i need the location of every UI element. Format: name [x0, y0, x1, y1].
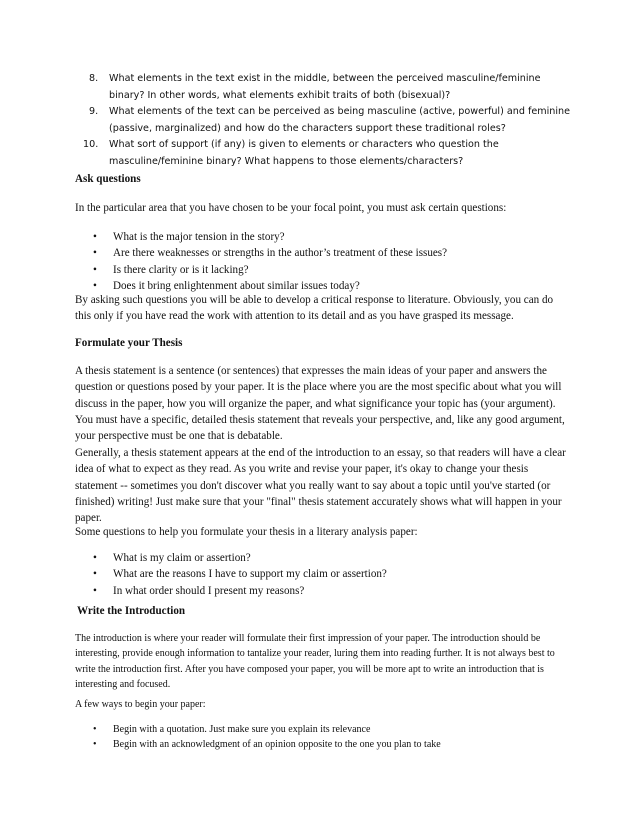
item-text: Are there weaknesses or strengths in the author’s treatment of these issues? [113, 247, 448, 260]
list-item [93, 583, 563, 599]
item-text: In what order should I present my reasons? [113, 584, 305, 597]
numbered-question-list [83, 71, 570, 171]
item-number: 8. [89, 73, 99, 84]
item-text: What elements of the text can be perceived as being masculine (active, powerful) and feminine (passive, marginalized) and how do the characters support these traditional roles? [109, 106, 570, 134]
list-item [90, 104, 570, 137]
list-item [83, 137, 570, 170]
introduction-heading: Write the Introduction [77, 605, 186, 617]
bullet-icon: • [93, 568, 97, 581]
bullet-icon: • [93, 739, 97, 751]
item-text: What elements in the text exist in the middle, between the perceived masculine/feminine binary? In other words, what elements exhibit traits of both (bisexual)? [109, 73, 541, 101]
thesis-paragraph-2: Generally, a thesis statement appears at the end of the introduction to an essay, so that readers will have a clear idea of what to expect as they read. As you write and revise your paper, it's okay to change your thesis statement -- sometimes you don't discover what you really want to say about a topic until you've started (or finished) writing! Just make sure that your "final" thesis statement accurately shows what will happen in your paper. [75, 447, 566, 525]
introduction-paragraph-1: The introduction is where your reader will formulate their first impression of your paper. The introduction should be interesting, provide enough information to tantalize your reader, luring them into reading further. It is not always best to write the introduction first. After you have composed your paper, you will be more apt to write an introduction that is interesting and focused. [75, 633, 555, 691]
bullet-icon: • [93, 279, 97, 292]
item-text: Does it bring enlightenment about similar issues today? [113, 279, 360, 292]
bullet-icon: • [93, 231, 97, 243]
bullet-icon: • [93, 247, 97, 260]
introduction-paragraph-2: A few ways to begin your paper: [75, 699, 206, 710]
list-item [93, 550, 563, 566]
list-item [93, 229, 563, 245]
list-item [93, 737, 563, 752]
thesis-paragraph-1: A thesis statement is a sentence (or sentences) that expresses the main ideas of your paper and answers the question or questions posed by your paper. It is the place where you are the most specific about what you will discuss in the paper, how you will organize the paper, and what significance your topic has (your argument). You must have a specific, detailed thesis statement that reveals your perspective, and, like any good argument, your perspective must be one that is debatable. [75, 365, 565, 443]
ask-questions-list [93, 229, 563, 294]
item-number: 9. [89, 106, 99, 118]
ask-questions-intro: In the particular area that you have chosen to be your focal point, you must ask certain questions: [75, 202, 507, 214]
item-text: Is there clarity or is it lacking? [113, 263, 249, 276]
item-text: Begin with a quotation. Just make sure you explain its relevance [113, 724, 371, 735]
list-item [93, 722, 563, 737]
item-number: 10. [83, 139, 99, 151]
bullet-icon: • [93, 263, 97, 276]
ask-questions-closing: By asking such questions you will be able to develop a critical response to literature. Obviously, you can do this only if you have read the work with attention to its detail and as you have grasped its message. [75, 294, 554, 323]
introduction-ways-list [93, 722, 563, 753]
bullet-icon: • [93, 724, 97, 735]
list-item [90, 71, 570, 104]
bullet-icon: • [93, 584, 97, 597]
item-text: Begin with an acknowledgment of an opinion opposite to the one you plan to take [113, 739, 441, 751]
item-text: What is my claim or assertion? [113, 552, 251, 564]
thesis-paragraph-3: Some questions to help you formulate your thesis in a literary analysis paper: [75, 526, 418, 538]
thesis-heading: Formulate your Thesis [75, 337, 183, 349]
bullet-icon: • [93, 552, 97, 564]
item-text: What is the major tension in the story? [113, 231, 285, 243]
thesis-question-list [93, 550, 563, 599]
list-item [93, 245, 563, 261]
item-text: What sort of support (if any) is given to elements or characters who question the masculine/feminine binary? What happens to those elements/characters? [109, 139, 499, 167]
item-text: What are the reasons I have to support my claim or assertion? [113, 568, 387, 581]
list-item [93, 262, 563, 278]
ask-questions-heading: Ask questions [75, 173, 141, 185]
list-item [93, 566, 563, 582]
